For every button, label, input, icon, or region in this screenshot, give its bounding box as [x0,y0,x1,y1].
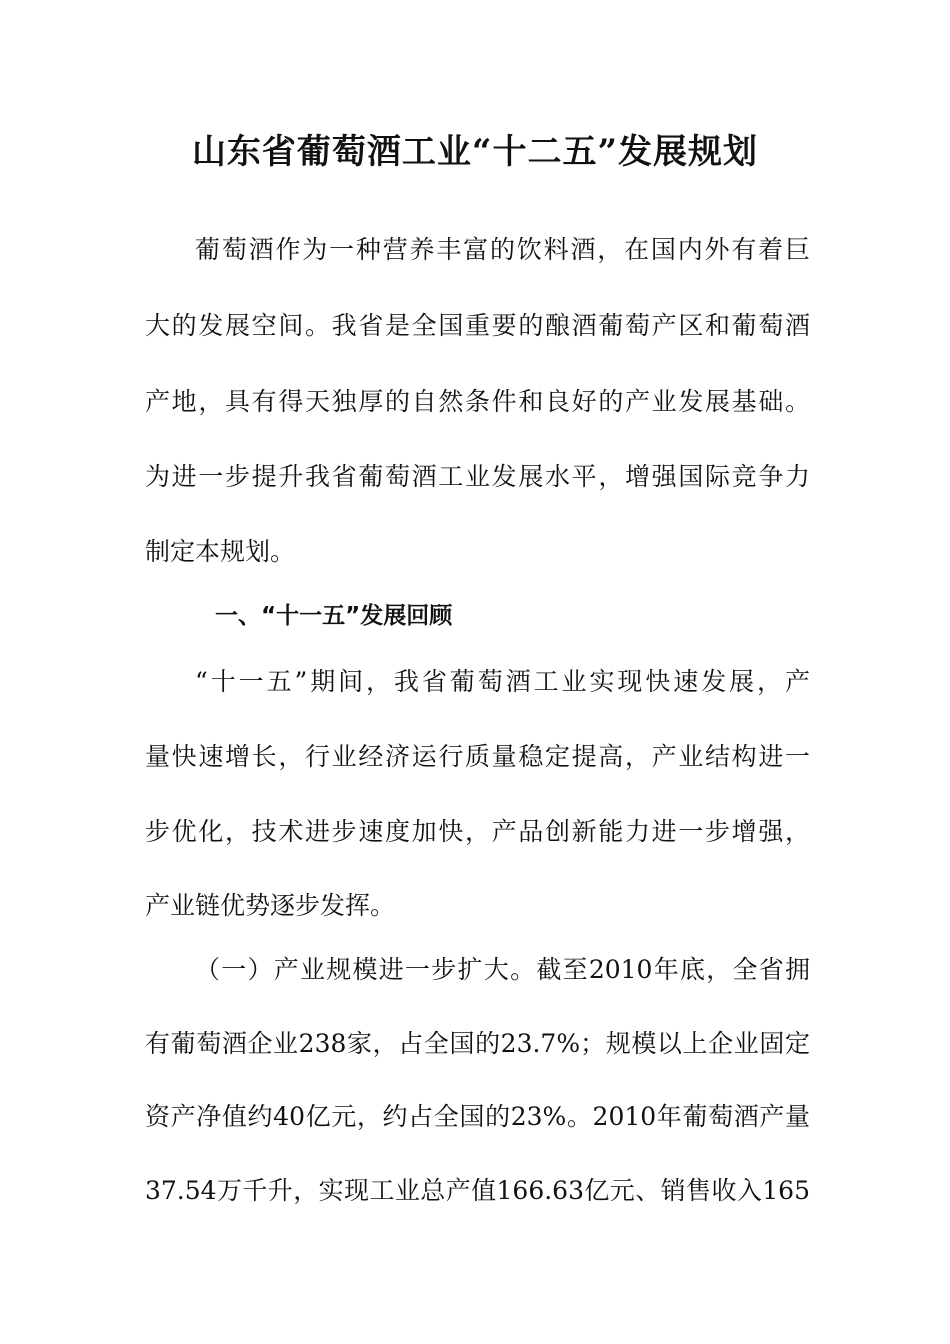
scale-line-3: 资产净值约40亿元，约占全国的23%。2010年葡萄酒产量 [145,1102,810,1131]
section-heading: 一、“十一五”发展回顾 [215,603,453,629]
review-line-1: “十一五”期间，我省葡萄酒工业实现快速发展，产 [195,667,810,696]
scale-line-1: （一）产业规模进一步扩大。截至2010年底，全省拥 [195,955,810,984]
intro-line-1: 葡萄酒作为一种营养丰富的饮料酒，在国内外有着巨 [195,235,810,264]
review-line-2: 量快速增长，行业经济运行质量稳定提高，产业结构进一 [145,742,810,771]
intro-line-5: 制定本规划。 [145,537,296,566]
review-line-3: 步优化，技术进步速度加快，产品创新能力进一步增强， [145,817,810,846]
intro-line-3: 产地，具有得天独厚的自然条件和良好的产业发展基础。 [145,387,810,416]
intro-line-4: 为进一步提升我省葡萄酒工业发展水平，增强国际竞争力 [145,462,810,491]
document-title: 山东省葡萄酒工业“十二五”发展规划 [191,132,759,172]
review-line-4: 产业链优势逐步发挥。 [145,891,396,920]
scale-line-2: 有葡萄酒企业238家，占全国的23.7%；规模以上企业固定 [145,1029,810,1058]
scale-line-4: 37.54万千升，实现工业总产值166.63亿元、销售收入165 [145,1176,810,1205]
intro-line-2: 大的发展空间。我省是全国重要的酿酒葡萄产区和葡萄酒 [145,311,810,340]
